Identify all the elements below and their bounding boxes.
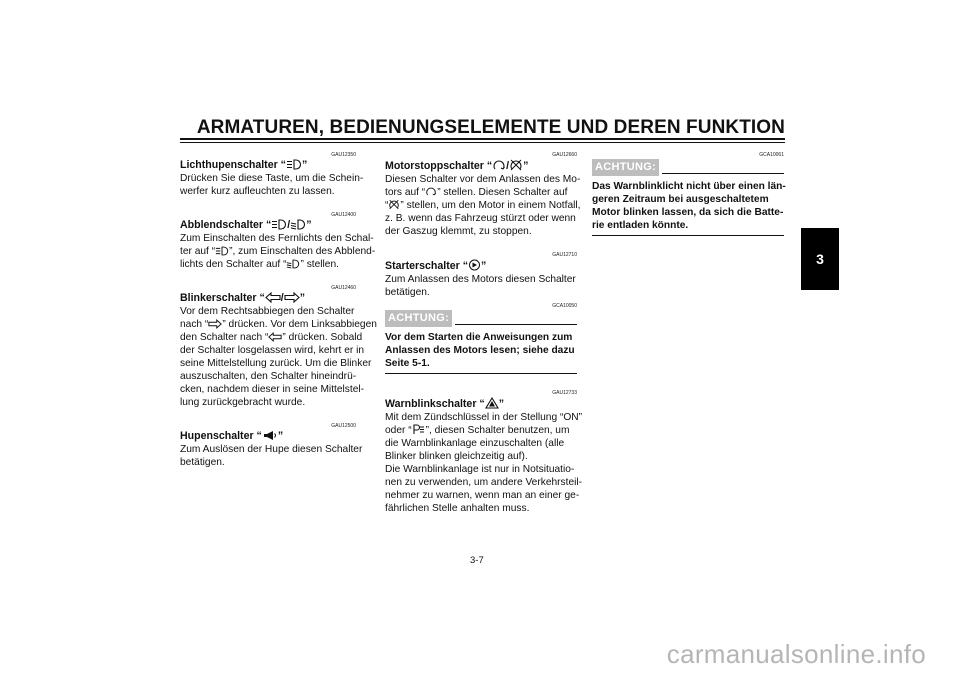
chapter-tab: 3 [801,228,839,290]
section-code: GAU12660 [552,152,577,158]
low-beam-icon [286,259,300,269]
section-title: Warnblinkschalter “ ” [385,398,504,410]
caution-rule [455,324,577,325]
caution-badge: ACHTUNG: [592,159,659,176]
section-blinker: GAU12460 Blinkerschalter “ / ” Vor dem Rechtsabbiegen den Schalter nach “ ” drücken. Vor dem Linksabbiegen den Schalter nach “ ” drücken. Sobald der Schalter losgelassen wird, kehrt er in seine Mittelstellung zurück. Um die Blinker auszuschalten, den Schalter hineindrü- cken, nachdem dieser in seine Mittelstel- lung zurückgebracht wurde. [180,285,377,408]
section-code: GAU12500 [331,423,356,429]
section-title: Starterschalter “ ” [385,260,487,272]
caution-rule [662,173,784,174]
section-code: GAU12733 [552,390,577,396]
starter-icon [468,259,481,271]
headlight-flash-icon [286,159,302,170]
turn-right-icon [208,319,222,329]
section-code: GCA10061 [759,152,784,158]
column-3 [592,152,784,250]
column-2 [385,152,583,529]
section-title: Motorstoppschalter “ / ” [385,160,529,172]
caution-text: Das Warnblinklicht nicht über einen län- geren Zeitraum bei ausgeschaltetem Motor blinken lassen, da sich die Batte- rie entladen könnte. [592,176,784,236]
high-beam-icon [271,219,287,230]
section-code: GAU12710 [552,252,577,258]
caution-badge: ACHTUNG: [385,310,452,327]
section-code: GAU12350 [331,152,356,158]
section-code: GAU12460 [331,285,356,291]
section-code: GAU12400 [331,212,356,218]
page-number: 3-7 [470,555,484,566]
header-rule [180,138,785,140]
hazard-icon [485,397,499,409]
caution-text: Vor dem Starten die Anweisungen zum Anlassen des Motors lesen; siehe dazu Seite 5-1. [385,327,577,374]
engine-stop-icon [388,199,400,210]
engine-stop-icon [509,159,523,171]
horn-icon [262,430,278,441]
column-1 [180,152,377,483]
section-abblend: GAU12400 Abblendschalter “ / ” Zum Einschalten des Fernlichts den Schal- ter auf “ ”, zum Einschalten des Abblend- lichts den Schalter auf “ ” stellen. [180,212,376,270]
caution-box [385,303,577,374]
parking-key-icon [412,424,426,435]
caution-box [592,152,784,236]
section-warnblink: GAU12733 Warnblinkschalter “ ” Mit dem Zündschlüssel in der Stellung “ON” oder “ ”, diesen Schalter benutzen, um die Warnblinkanlage einzuschalten (alle Blinker blinken gleichzeitig auf). Die Warnblinkanlage ist nur in Notsituatio- nen zu verwenden, um andere Verkehrsteil- nehmer zu warnen, wenn man an einer ge- fährlichen Stelle anhalten muss. [385,390,583,514]
engine-run-icon [425,186,437,197]
section-title: Lichthupenschalter “ ” [180,159,308,171]
turn-left-icon [268,332,282,342]
section-code: GCA10050 [552,303,577,309]
section-lichthupe: GAU12350 Lichthupenschalter “ ” Drücken Sie diese Taste, um die Schein- werfer kurz aufleuchten zu lassen. [180,152,364,197]
watermark: carmanualsonline.info [666,639,926,669]
page-title: ARMATUREN, BEDIENUNGSELEMENTE UND DEREN FUNKTION [196,117,785,138]
low-beam-icon [290,219,306,230]
section-title: Blinkerschalter “ / ” [180,292,306,304]
section-motorstopp: GAU12660 Motorstoppschalter “ / ” Diesen Schalter vor dem Anlassen des Mo- tors auf “ ” stellen. Diesen Schalter auf “ ” stellen, um den Motor in einem Notfall, z. B. wenn das Fahrzeug stürzt oder wenn der Gaszug klemmt, zu stoppen. [385,152,581,237]
turn-left-icon [265,292,281,303]
high-beam-icon [215,246,229,256]
section-title: Abblendschalter “ / ” [180,219,312,231]
turn-right-icon [284,292,300,303]
engine-run-icon [492,159,506,171]
header-rule-secondary [180,142,785,143]
section-title: Hupenschalter “ ” [180,430,284,442]
section-starter: GAU12710 Starterschalter “ ” Zum Anlassen des Motors diesen Schalter betätigen. [385,252,577,298]
section-hupe: GAU12500 Hupenschalter “ ” Zum Auslösen der Hupe diesen Schalter betätigen. [180,423,363,468]
